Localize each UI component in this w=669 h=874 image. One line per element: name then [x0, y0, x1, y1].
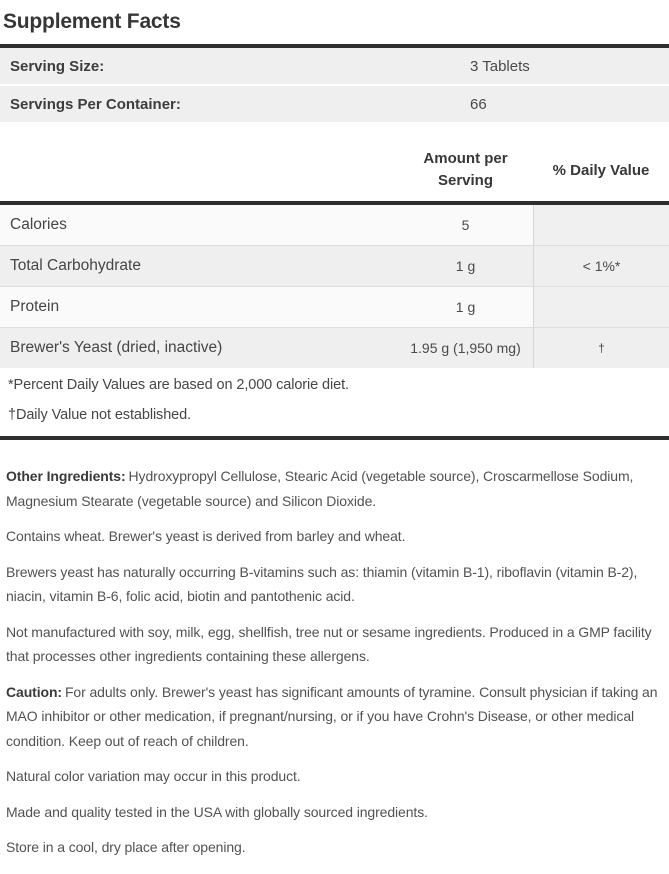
- footnote-daily-value-not-established: †Daily Value not established.: [8, 407, 192, 423]
- servings-per-container-value: 66: [470, 95, 487, 113]
- table-column-headers: [0, 122, 669, 201]
- table-row-protein: [0, 286, 669, 327]
- nutrient-amount: 1 g: [455, 257, 476, 274]
- nutrient-daily-value: < 1%*: [533, 246, 669, 286]
- paragraph-b-vitamins: Brewers yeast has naturally occurring B-vitamins such as: thiamin (vitamin B-1), riboflavin (vitamin B-2), niacin, vitamin B-6, folic acid, biotin and pantothenic acid.: [6, 563, 638, 604]
- other-ingredients-lead: Other Ingredients:: [6, 468, 126, 484]
- table-footnotes: [0, 368, 669, 423]
- column-header-amount-per-serving: Amount per Serving: [423, 150, 508, 189]
- servings-per-container-row: [0, 86, 669, 122]
- nutrition-table-body: [0, 205, 669, 368]
- nutrient-name: Brewer's Yeast (dried, inactive): [10, 339, 223, 356]
- nutrient-amount: 5: [461, 216, 470, 233]
- supplement-facts-panel: [0, 10, 669, 874]
- nutrient-daily-value: [533, 287, 669, 327]
- column-header-daily-value: % Daily Value: [552, 161, 650, 179]
- paragraph-made-in-usa: Made and quality tested in the USA with globally sourced ingredients.: [6, 803, 428, 820]
- nutrient-name: Calories: [10, 216, 67, 233]
- nutrient-daily-value: [533, 205, 669, 245]
- caution-text: For adults only. Brewer's yeast has significant amounts of tyramine. Consult physician if taking an MAO inhibitor or other medication, if pregnant/nursing, or if you have Crohn's Disease, or other medical condition. Keep out of reach of children.: [6, 683, 658, 749]
- nutrient-amount: 1 g: [455, 298, 476, 315]
- nutrient-amount: 1.95 g (1,950 mg): [410, 339, 521, 356]
- serving-size-row: [0, 48, 669, 84]
- serving-size-value: 3 Tablets: [470, 57, 530, 75]
- panel-title: Supplement Facts: [3, 10, 181, 33]
- paragraph-color-variation: Natural color variation may occur in this product.: [6, 768, 301, 784]
- paragraph-other-ingredients: [6, 464, 661, 513]
- serving-size-label: Serving Size:: [10, 57, 105, 75]
- servings-per-container-label: Servings Per Container:: [10, 95, 181, 113]
- table-row-calories: [0, 205, 669, 245]
- paragraph-storage: Store in a cool, dry place after opening.: [6, 839, 246, 855]
- nutrient-daily-value: †: [533, 328, 669, 368]
- nutrient-name: Protein: [10, 298, 60, 315]
- info-paragraphs: [0, 440, 669, 874]
- table-row-brewers-yeast: [0, 327, 669, 368]
- paragraph-contains-wheat: Contains wheat. Brewer's yeast is derived from barley and wheat.: [6, 528, 406, 544]
- paragraph-caution: [6, 680, 661, 754]
- paragraph-allergen-info: Not manufactured with soy, milk, egg, shellfish, tree nut or sesame ingredients. Produced in a GMP facility that processes other ingredients containing these allergens.: [6, 623, 652, 664]
- footnote-percent-daily-value: *Percent Daily Values are based on 2,000 calorie diet.: [8, 377, 349, 393]
- other-ingredients-text: Hydroxypropyl Cellulose, Stearic Acid (vegetable source), Croscarmellose Sodium, Magnesium Stearate (vegetable source) and Silicon Dioxide.: [6, 468, 634, 509]
- nutrient-name: Total Carbohydrate: [10, 257, 141, 274]
- caution-lead: Caution:: [6, 683, 62, 700]
- table-row-total-carbohydrate: [0, 245, 669, 286]
